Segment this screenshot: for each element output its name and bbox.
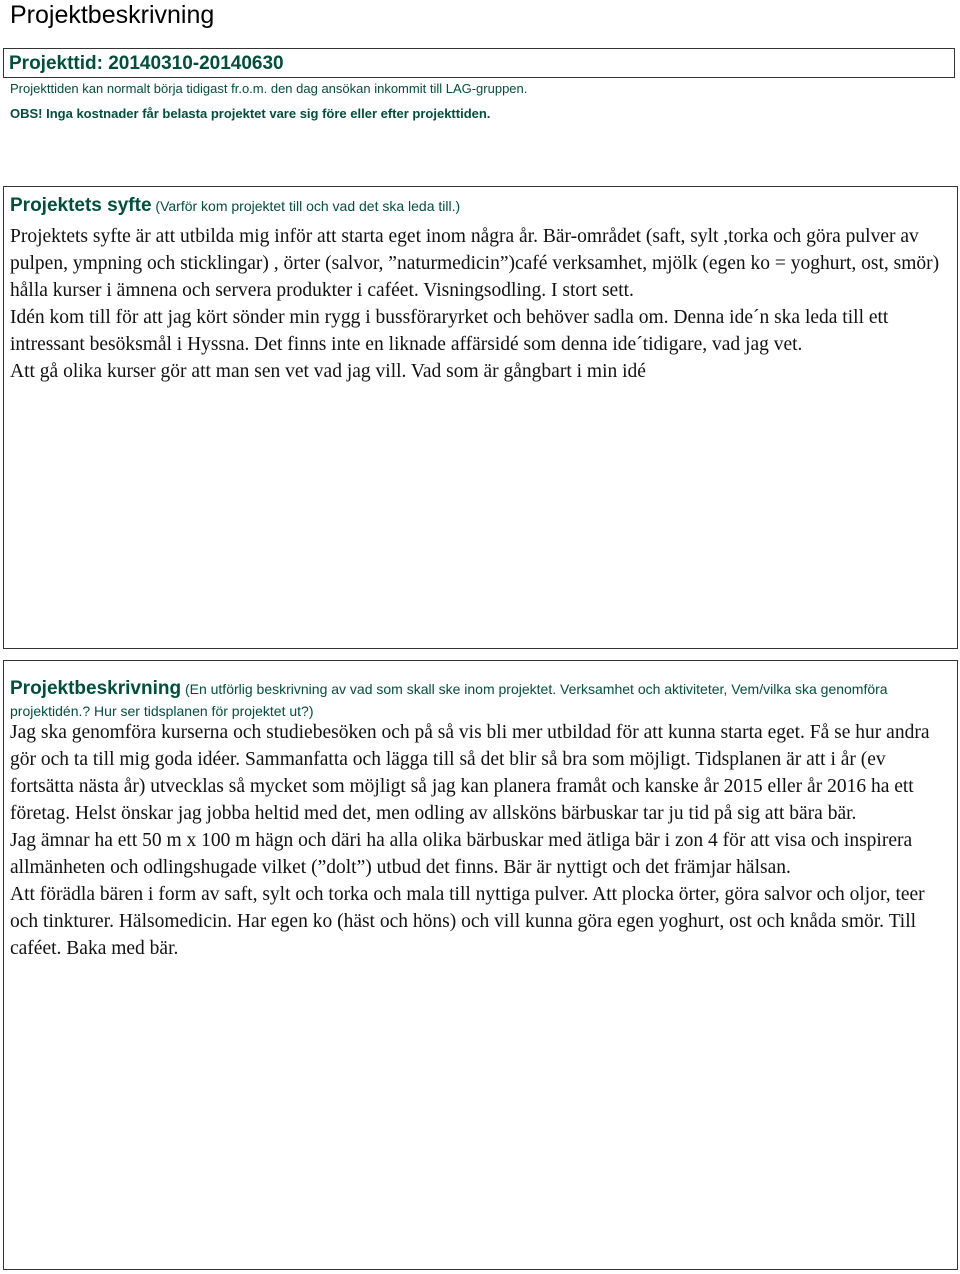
description-section [3,660,958,1270]
description-text [10,719,951,962]
document-title: Projektbeskrivning [10,1,215,29]
period-warning: OBS! Inga kostnader får belasta projektet vare sig före eller efter projekttiden. [10,106,491,121]
description-heading [10,678,949,723]
purpose-heading [10,197,460,216]
description-paragraph: Jag ska genomföra kurserna och studiebesöken och på så vis bli mer utbildad för att kunna starta eget. Få se hur andra gör och ta till mig goda idéer. Sammanfatta och lägga till så det blir så bra som möjligt. Tidsplanen är att i år (ev fortsätta nästa år) utvecklas så mycket som möjligt så jag kan planera framåt och kanske år 2015 eller år 2016 ha ett företag. Helst önskar jag jobba heltid med det, men odling av allsköns bärbuskar tar ju tid på sig att bära bär. [10,722,930,824]
description-paragraph: Att förädla bären i form av saft, sylt och torka och mala till nyttiga pulver. Att plocka örter, göra salvor och oljor, teer och tinkturer. Hälsomedicin. Har egen ko (häst och höns) och vill kunna göra egen yoghurt, ost och knåda smör. Till caféet. Baka med bär. [10,884,925,959]
purpose-section [3,186,958,649]
purpose-hint: (Varför kom projektet till och vad det ska leda till.) [151,198,461,214]
purpose-paragraph: Projektets syfte är att utbilda mig inför att starta eget inom några år. Bär-området (saft, sylt ,torka och göra pulver av pulpen, ympning och sticklingar) , örter (salvor, ”naturmedicin”)café verksamhet, mjölk (egen ko = yoghurt, ost, smör) hålla kurser i ämnena och servera produkter i caféet. Visningsodling. I stort sett. [10,226,940,301]
period-note: Projekttiden kan normalt börja tidigast fr.o.m. den dag ansökan inkommit till LAG-gruppen. [10,81,528,96]
description-label: Projektbeskrivning [10,678,182,699]
description-paragraph: Jag ämnar ha ett 50 m x 100 m hägn och däri ha alla olika bärbuskar med ätliga bär i zon 4 för att visa och inspirera allmänheten och odlingshugade vilket (”dolt”) utbud det finns. Bär är nyttigt och det främjar hälsan. [10,830,913,878]
purpose-paragraph: Idén kom till för att jag kört sönder min rygg i bussföraryrket och behöver sadla om. Denna ide´n ska leda till ett intressant besöksmål i Hyssna. Det finns inte en liknade affärsidé som denna ide´tidigare, vad jag vet. [10,307,889,355]
purpose-label: Projektets syfte [10,195,152,216]
purpose-text [10,223,951,385]
purpose-paragraph: Att gå olika kurser gör att man sen vet vad jag vill. Vad som är gångbart i min idé [10,361,646,382]
description-hint: (En utförlig beskrivning av vad som skall ske inom projektet. Verksamhet och aktiviteter, Vem/vilka ska genomföra projektidén.? Hur ser tidsplanen för projektet ut?) [10,681,888,719]
project-period-title: Projekttid: 20140310-20140630 [9,53,284,74]
